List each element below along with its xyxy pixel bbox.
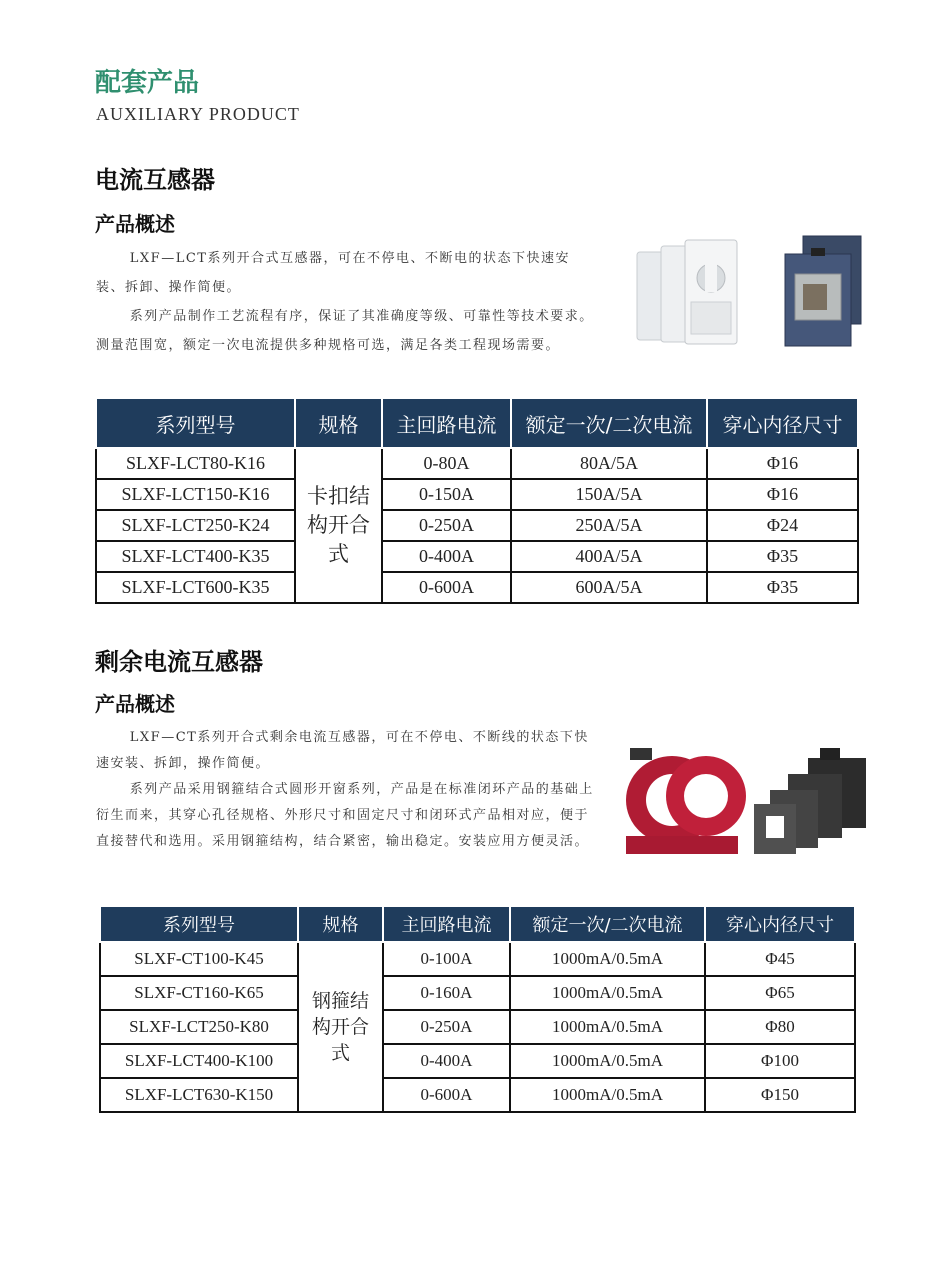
col-header-ratio: 额定一次/二次电流 (510, 906, 705, 942)
cell-model: SLXF-LCT400-K35 (96, 541, 295, 572)
cell-current: 0-400A (382, 541, 511, 572)
col-header-diameter: 穿心内径尺寸 (705, 906, 855, 942)
cell-model: SLXF-LCT150-K16 (96, 479, 295, 510)
spec-text: 卡扣结构开合式 (307, 484, 370, 566)
cell-diameter: Φ16 (707, 479, 858, 510)
section1-subtitle: 产品概述 (95, 212, 175, 236)
table-row (96, 479, 858, 510)
cell-current: 0-600A (382, 572, 511, 603)
table-header-row (100, 906, 855, 942)
cell-diameter: Φ24 (707, 510, 858, 541)
cell-diameter: Φ35 (707, 572, 858, 603)
cell-model: SLXF-LCT630-K150 (100, 1078, 298, 1112)
residual-current-transformer-product-image (620, 744, 870, 862)
col-header-ratio: 额定一次/二次电流 (511, 398, 707, 448)
col-header-model: 系列型号 (100, 906, 298, 942)
section2-subtitle: 产品概述 (95, 692, 175, 716)
cell-ratio: 1000mA/0.5mA (510, 976, 705, 1010)
section2-paragraph2: 系列产品采用钢箍结合式圆形开窗系列，产品是在标准闭环产品的基础上衍生而来，其穿心孔径规格、外形尺寸和固定尺寸和闭环式产品相对应，便于直接替代和选用。采用钢箍结构，结合紧密，输出稳定。安装应用方便灵活。 (96, 782, 594, 849)
table-row (100, 1010, 855, 1044)
cell-diameter: Φ45 (705, 942, 855, 976)
col-header-diameter: 穿心内径尺寸 (707, 398, 858, 448)
cell-current: 0-100A (383, 942, 510, 976)
table-header-row (96, 398, 858, 448)
cell-model: SLXF-CT100-K45 (100, 942, 298, 976)
cell-spec-merged (298, 942, 383, 1112)
cell-model: SLXF-LCT400-K100 (100, 1044, 298, 1078)
cell-ratio: 150A/5A (511, 479, 707, 510)
cell-diameter: Φ16 (707, 448, 858, 479)
section1-description (96, 244, 596, 360)
spec-text: 钢箍结构开合式 (311, 990, 369, 1064)
table-row (100, 1078, 855, 1112)
cell-model: SLXF-LCT600-K35 (96, 572, 295, 603)
cell-current: 0-250A (382, 510, 511, 541)
cell-model: SLXF-CT160-K65 (100, 976, 298, 1010)
cell-ratio: 1000mA/0.5mA (510, 942, 705, 976)
cell-ratio: 1000mA/0.5mA (510, 1044, 705, 1078)
col-header-spec: 规格 (298, 906, 383, 942)
cell-current: 0-250A (383, 1010, 510, 1044)
cell-current: 0-400A (383, 1044, 510, 1078)
cell-diameter: Φ100 (705, 1044, 855, 1078)
section1-paragraph1: LXF—LCT系列开合式互感器，可在不停电、不断电的状态下快速安装、拆卸、操作简便。 (96, 251, 570, 295)
table-row (100, 1044, 855, 1078)
section2-paragraph1: LXF—CT系列开合式剩余电流互感器，可在不停电、不断线的状态下快速安装、拆卸，操作简便。 (96, 730, 589, 771)
cell-model: SLXF-LCT80-K16 (96, 448, 295, 479)
cell-ratio: 600A/5A (511, 572, 707, 603)
current-transformer-spec-table (95, 397, 859, 604)
col-header-spec: 规格 (295, 398, 382, 448)
current-transformer-product-image (635, 232, 863, 352)
cell-ratio: 400A/5A (511, 541, 707, 572)
cell-current: 0-600A (383, 1078, 510, 1112)
block-transformer-dark (785, 236, 861, 346)
cell-model: SLXF-LCT250-K24 (96, 510, 295, 541)
col-header-current: 主回路电流 (382, 398, 511, 448)
residual-current-transformer-spec-table (99, 905, 856, 1113)
clip-transformer-white (637, 240, 737, 344)
table-row (100, 976, 855, 1010)
cell-current: 0-160A (383, 976, 510, 1010)
cell-ratio: 1000mA/0.5mA (510, 1078, 705, 1112)
cell-ratio: 80A/5A (511, 448, 707, 479)
section2-description (96, 725, 596, 855)
cell-model: SLXF-LCT250-K80 (100, 1010, 298, 1044)
cell-current: 0-150A (382, 479, 511, 510)
section1-paragraph2: 系列产品制作工艺流程有序，保证了其准确度等级、可靠性等技术要求。测量范围宽，额定一次电流提供多种规格可选，满足各类工程现场需要。 (96, 309, 594, 353)
page-subtitle: AUXILIARY PRODUCT (96, 104, 300, 124)
table-row (96, 510, 858, 541)
red-ring-transformer (626, 748, 746, 854)
cell-ratio: 250A/5A (511, 510, 707, 541)
col-header-current: 主回路电流 (383, 906, 510, 942)
cell-current: 0-80A (382, 448, 511, 479)
black-square-transformers (754, 748, 866, 854)
table-row (100, 942, 855, 976)
cell-diameter: Φ35 (707, 541, 858, 572)
cell-spec-merged (295, 448, 382, 603)
cell-ratio: 1000mA/0.5mA (510, 1010, 705, 1044)
col-header-model: 系列型号 (96, 398, 295, 448)
cell-diameter: Φ80 (705, 1010, 855, 1044)
table-row (96, 541, 858, 572)
section1-title: 电流互感器 (95, 166, 215, 194)
page-title: 配套产品 (95, 68, 200, 98)
cell-diameter: Φ150 (705, 1078, 855, 1112)
table-row (96, 448, 858, 479)
section2-title: 剩余电流互感器 (95, 648, 263, 676)
table-row (96, 572, 858, 603)
cell-diameter: Φ65 (705, 976, 855, 1010)
